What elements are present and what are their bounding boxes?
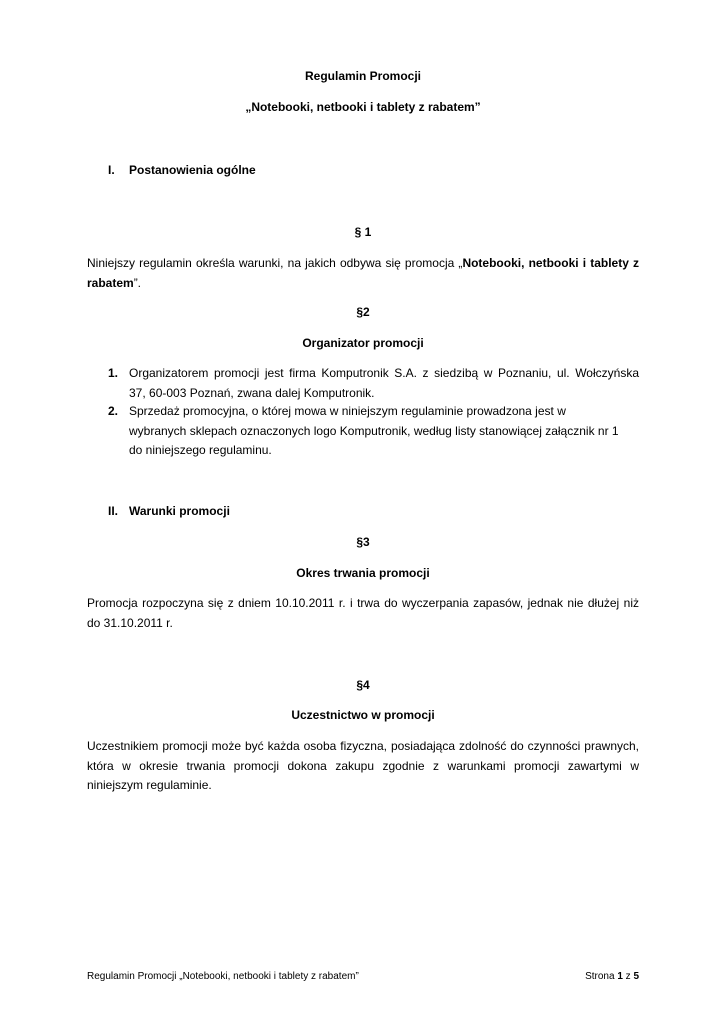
paragraph-text: Uczestnikiem promocji może być każda osoba fizyczna, posiadająca zdolność do czynności prawnych, która w okresie trwania promocji dokona zakupu zgodnie z warunkami promocji zawartymi w niniejszym regulaminie. [87, 739, 639, 792]
document-subtitle: „Notebooki, netbooki i tablety z rabatem” [245, 100, 481, 114]
section-number: II. [108, 504, 119, 518]
footer-title: Regulamin Promocji „Notebooki, netbooki i tablety z rabatem” [87, 971, 359, 982]
promotion-name: rabatem [87, 275, 134, 290]
section-title: Postanowienia ogólne [129, 163, 256, 177]
list-item: Organizatorem promocji jest firma Komputronik S.A. z siedzibą w Poznaniu, ul. Wołczyńska 37, 60-003 Poznań, zwana dalej Komputronik. [129, 366, 639, 400]
paragraph-title: Okres trwania promocji [296, 566, 430, 580]
text-segment: ”. [133, 275, 142, 290]
paragraph-heading: §2 [356, 305, 370, 319]
list-item: Sprzedaż promocyjna, o której mowa w niniejszym regulaminie prowadzona jest w wybranych sklepach oznaczonych logo Komputronik, według listy stanowiącej załącznik nr 1 do niniejszego regulaminu. [129, 404, 619, 457]
promotion-name: Notebooki, netbooki i tablety z [462, 256, 640, 270]
list-item-number: 1. [108, 366, 119, 380]
paragraph-title: Organizator promocji [302, 336, 424, 350]
text-segment: Niniejszy regulamin określa warunki, na jakich odbywa się promocja „ [87, 256, 463, 270]
footer-page-number: Strona 1 z 5 [585, 971, 639, 982]
section-number: I. [108, 163, 115, 177]
paragraph-heading: §3 [356, 535, 370, 549]
section-title: Warunki promocji [129, 504, 230, 518]
list-item-number: 2. [108, 404, 119, 418]
paragraph-text: Promocja rozpoczyna się z dniem 10.10.2011 r. i trwa do wyczerpania zapasów, jednak nie dłużej niż do 31.10.2011 r. [87, 596, 639, 630]
paragraph-heading: §4 [356, 678, 370, 692]
paragraph-title: Uczestnictwo w promocji [291, 708, 435, 722]
paragraph-heading: § 1 [354, 225, 372, 239]
paragraph-text [87, 254, 639, 293]
document-title: Regulamin Promocji [304, 69, 422, 83]
